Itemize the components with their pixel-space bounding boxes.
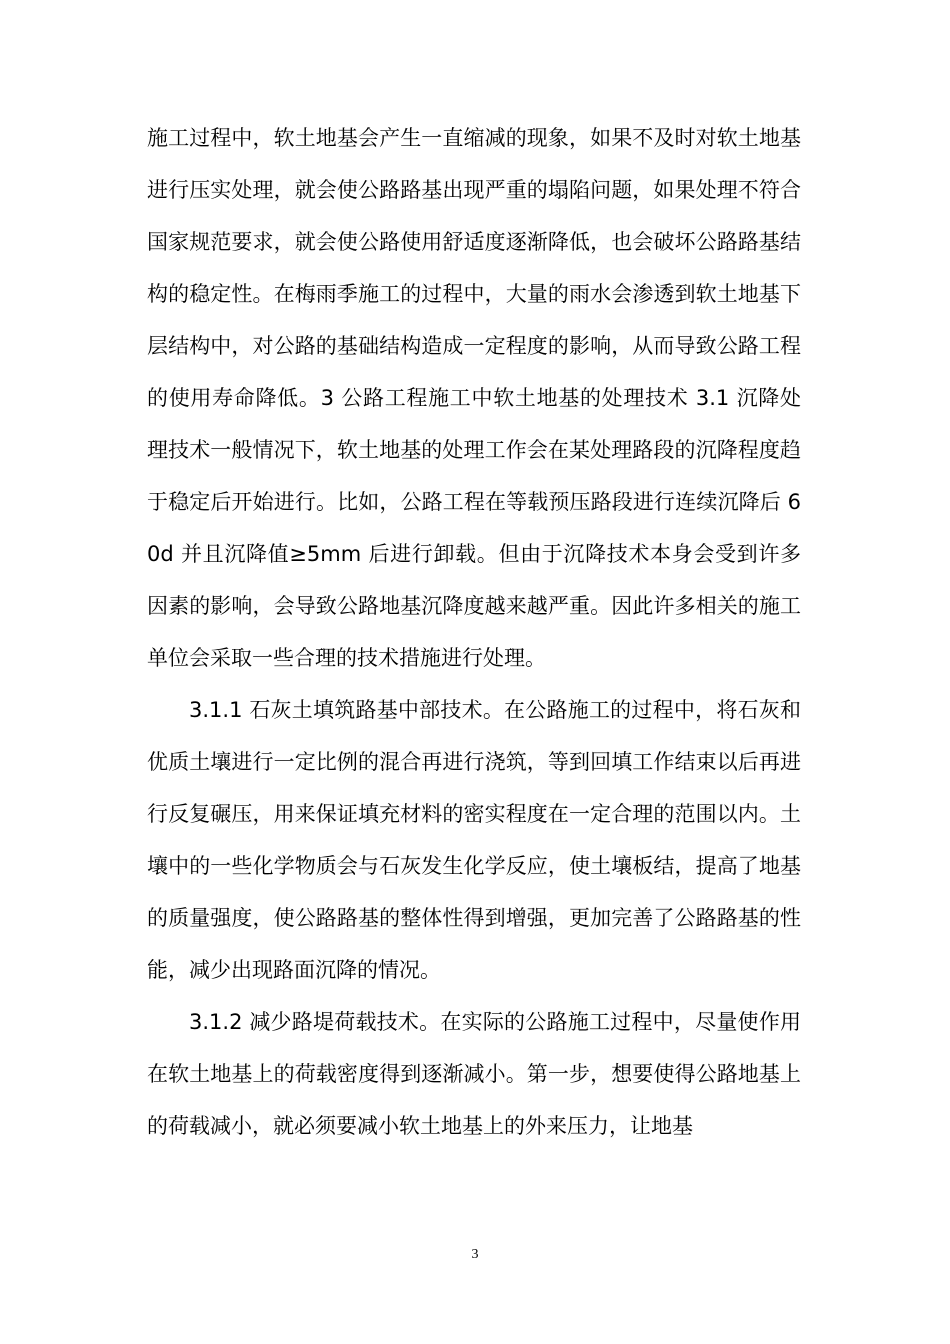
paragraph-3-1-1: 3.1.1 石灰土填筑路基中部技术。在公路施工的过程中，将石灰和优质土壤进行一定比例的混合再进行浇筑，等到回填工作结束以后再进行反复碾压，用来保证填充材料的密实程度在一定合理的范围以内。土壤中的一些化学物质会与石灰发生化学反应，使土壤板结，提高了地基的质量强度，使公路路基的整体性得到增强，更加完善了公路路基的性能，减少出现路面沉降的情况。	[147, 698, 801, 982]
document-body	[147, 112, 801, 1152]
paragraph-continuation: 施工过程中，软土地基会产生一直缩减的现象，如果不及时对软土地基进行压实处理，就会使公路路基出现严重的塌陷问题，如果处理不符合国家规范要求，就会使公路使用舒适度逐渐降低，也会破坏公路路基结构的稳定性。在梅雨季施工的过程中，大量的雨水会渗透到软土地基下层结构中，对公路的基础结构造成一定程度的影响，从而导致公路工程的使用寿命降低。3 公路工程施工中软土地基的处理技术 3.1 沉降处理技术一般情况下，软土地基的处理工作会在某处理路段的沉降程度趋于稳定后开始进行。比如，公路工程在等载预压路段进行连续沉降后 60d 并且沉降值≥5mm 后进行卸载。但由于沉降技术本身会受到许多因素的影响，会导致公路地基沉降度越来越严重。因此许多相关的施工单位会采取一些合理的技术措施进行处理。	[147, 126, 801, 670]
paragraph-3-1-2: 3.1.2 减少路堤荷载技术。在实际的公路施工过程中，尽量使作用在软土地基上的荷载密度得到逐渐减小。第一步，想要使得公路地基上的荷载减小，就必须要减小软土地基上的外来压力，让地基	[147, 1010, 801, 1138]
page-number: 3	[471, 1247, 479, 1262]
